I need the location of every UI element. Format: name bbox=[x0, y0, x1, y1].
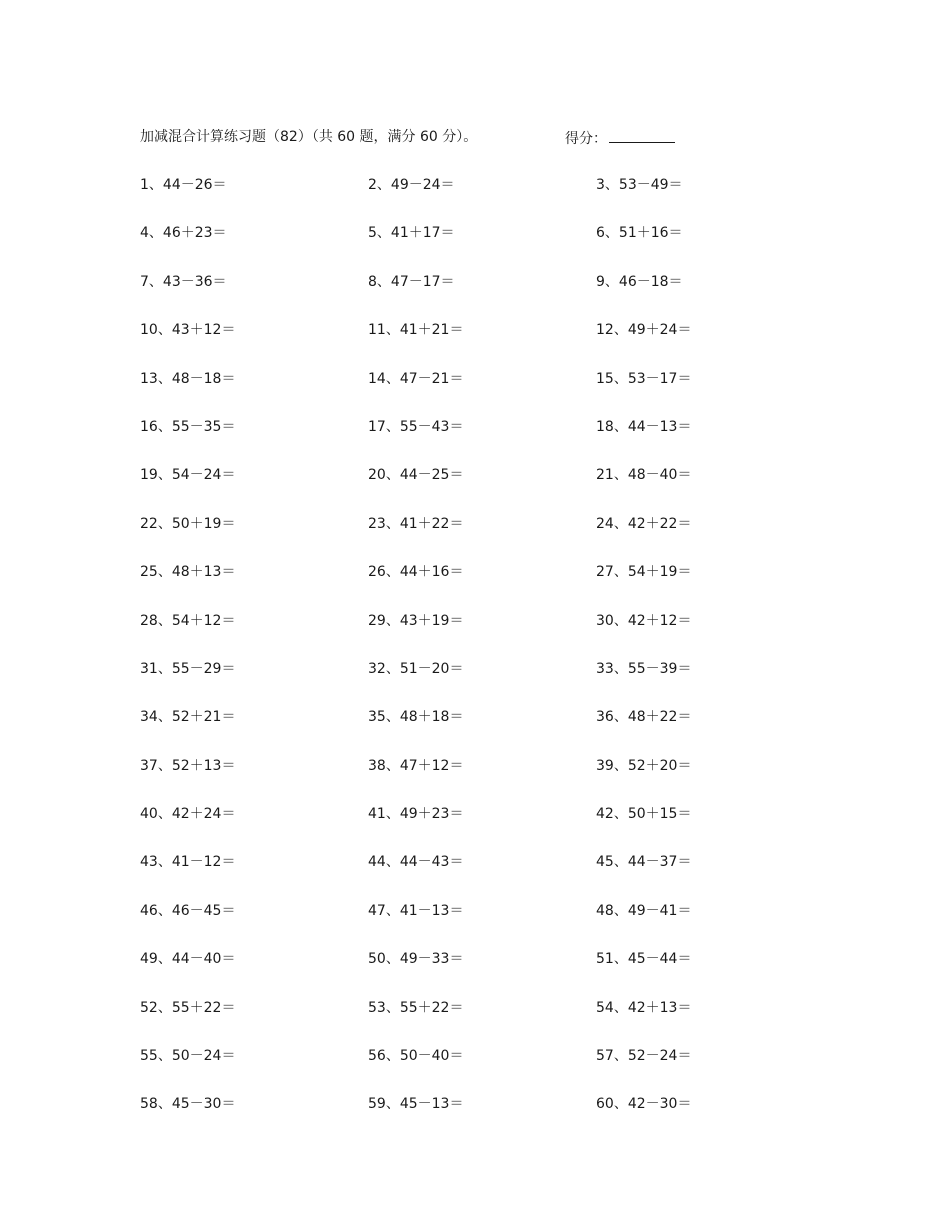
problem-item: 1、44－26＝ bbox=[140, 177, 227, 193]
problem-item: 18、44－13＝ bbox=[596, 418, 692, 435]
problem-item: 7、43－36＝ bbox=[140, 273, 227, 290]
problem-item: 46、46－45＝ bbox=[140, 902, 236, 919]
problem-item: 12、49＋24＝ bbox=[596, 322, 692, 339]
problem-item: 31、55－29＝ bbox=[140, 660, 236, 677]
worksheet-title: 加减混合计算练习题（82）（共 60 题，满分 60 分）。 bbox=[140, 129, 478, 145]
problem-item: 49、44－40＝ bbox=[140, 951, 236, 968]
problem-item: 21、48－40＝ bbox=[596, 467, 692, 484]
problem-item: 43、41－12＝ bbox=[140, 854, 236, 871]
score-label: 得分： bbox=[565, 131, 607, 147]
problem-item: 24、42＋22＝ bbox=[596, 515, 692, 532]
problem-grid bbox=[140, 174, 840, 1142]
problem-item: 3、53－49＝ bbox=[596, 177, 683, 193]
problem-item: 54、42＋13＝ bbox=[596, 999, 692, 1016]
problem-item: 27、54＋19＝ bbox=[596, 564, 692, 581]
score-field bbox=[565, 126, 675, 150]
problem-item: 10、43＋12＝ bbox=[140, 322, 236, 339]
problem-item: 59、45－13＝ bbox=[368, 1096, 464, 1113]
problem-item: 20、44－25＝ bbox=[368, 467, 464, 484]
problem-item: 36、48＋22＝ bbox=[596, 709, 692, 726]
problem-item: 57、52－24＝ bbox=[596, 1048, 692, 1065]
problem-item: 37、52＋13＝ bbox=[140, 757, 236, 774]
problem-item: 19、54－24＝ bbox=[140, 467, 236, 484]
problem-item: 25、48＋13＝ bbox=[140, 564, 236, 581]
problem-item: 6、51＋16＝ bbox=[596, 225, 683, 242]
problem-item: 28、54＋12＝ bbox=[140, 612, 236, 629]
problem-item: 53、55＋22＝ bbox=[368, 999, 464, 1016]
problem-item: 34、52＋21＝ bbox=[140, 709, 236, 726]
problem-item: 41、49＋23＝ bbox=[368, 806, 464, 823]
worksheet-header bbox=[140, 126, 840, 148]
problem-item: 16、55－35＝ bbox=[140, 418, 236, 435]
problem-item: 30、42＋12＝ bbox=[596, 612, 692, 629]
problem-item: 52、55＋22＝ bbox=[140, 999, 236, 1016]
problem-item: 33、55－39＝ bbox=[596, 660, 692, 677]
problem-item: 11、41＋21＝ bbox=[368, 322, 464, 339]
problem-item: 8、47－17＝ bbox=[368, 273, 455, 290]
problem-item: 39、52＋20＝ bbox=[596, 757, 692, 774]
problem-item: 38、47＋12＝ bbox=[368, 757, 464, 774]
problem-item: 5、41＋17＝ bbox=[368, 225, 455, 242]
problem-item: 32、51－20＝ bbox=[368, 660, 464, 677]
problem-item: 58、45－30＝ bbox=[140, 1096, 236, 1113]
problem-item: 22、50＋19＝ bbox=[140, 515, 236, 532]
problem-item: 47、41－13＝ bbox=[368, 902, 464, 919]
problem-item: 55、50－24＝ bbox=[140, 1048, 236, 1065]
problem-item: 60、42－30＝ bbox=[596, 1096, 692, 1113]
problem-item: 48、49－41＝ bbox=[596, 902, 692, 919]
score-blank-line[interactable] bbox=[609, 126, 675, 143]
problem-item: 2、49－24＝ bbox=[368, 177, 455, 193]
problem-item: 13、48－18＝ bbox=[140, 370, 236, 387]
problem-item: 29、43＋19＝ bbox=[368, 612, 464, 629]
problem-item: 56、50－40＝ bbox=[368, 1048, 464, 1065]
problem-item: 44、44－43＝ bbox=[368, 854, 464, 871]
problem-item: 45、44－37＝ bbox=[596, 854, 692, 871]
problem-item: 14、47－21＝ bbox=[368, 370, 464, 387]
problem-item: 15、53－17＝ bbox=[596, 370, 692, 387]
problem-item: 51、45－44＝ bbox=[596, 951, 692, 968]
problem-item: 40、42＋24＝ bbox=[140, 806, 236, 823]
problem-item: 17、55－43＝ bbox=[368, 418, 464, 435]
problem-item: 26、44＋16＝ bbox=[368, 564, 464, 581]
problem-item: 50、49－33＝ bbox=[368, 951, 464, 968]
problem-item: 9、46－18＝ bbox=[596, 273, 683, 290]
problem-item: 42、50＋15＝ bbox=[596, 806, 692, 823]
problem-item: 4、46＋23＝ bbox=[140, 225, 227, 242]
problem-item: 23、41＋22＝ bbox=[368, 515, 464, 532]
problem-item: 35、48＋18＝ bbox=[368, 709, 464, 726]
